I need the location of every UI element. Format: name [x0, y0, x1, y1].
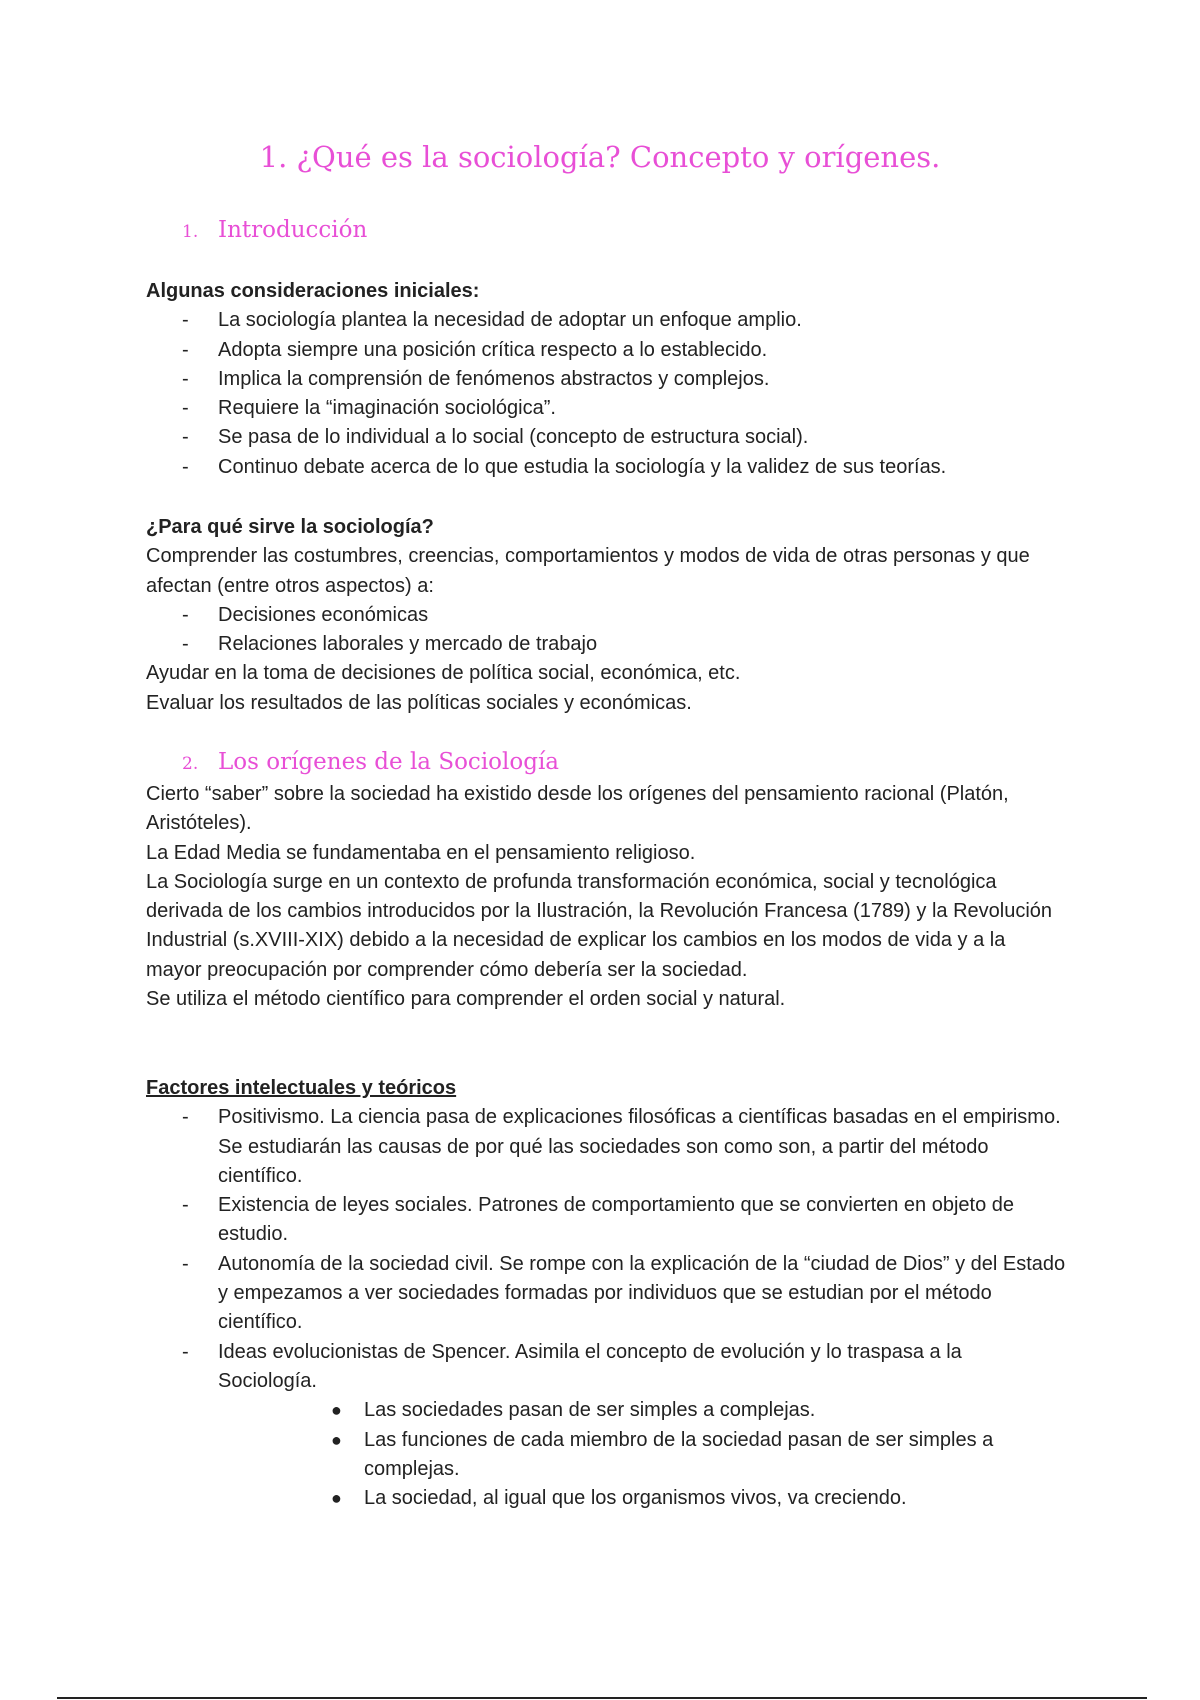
dash-marker: - — [182, 309, 189, 332]
section-heading-introduccion — [182, 217, 367, 243]
list-item — [146, 601, 1066, 630]
list-item-text: Positivismo. La ciencia pasa de explicaciones filosóficas a científicas basadas en el empirismo. Se estudiarán las causas de por qué las sociedades son como son, a partir del método científico. — [218, 1106, 1061, 1187]
sub-list-item-text: La sociedad, al igual que los organismos vivos, va creciendo. — [364, 1487, 907, 1510]
purpose-paragraph: Evaluar los resultados de las políticas sociales y económicas. — [146, 691, 692, 714]
list-item-text: Se pasa de lo individual a lo social (concepto de estructura social). — [218, 426, 809, 449]
list-item — [146, 630, 1066, 659]
document-title: 1. ¿Qué es la sociología? Concepto y orígenes. — [259, 140, 941, 174]
origins-block — [146, 780, 1066, 1014]
sub-list-item — [146, 1426, 1066, 1485]
purpose-paragraph: Comprender las costumbres, creencias, comportamientos y modos de vida de otras personas y que afectan (entre otros aspectos) a: — [146, 545, 1030, 597]
list-item — [146, 1338, 1066, 1397]
section-heading-origenes — [182, 749, 559, 775]
list-item-text: La sociología plantea la necesidad de adoptar un enfoque amplio. — [218, 309, 802, 332]
list-item-text: Implica la comprensión de fenómenos abstractos y complejos. — [218, 367, 770, 390]
list-item — [146, 1103, 1066, 1191]
sub-list-item — [146, 1484, 1066, 1513]
dash-marker: - — [182, 1194, 189, 1217]
considerations-heading: Algunas consideraciones iniciales: — [146, 280, 480, 302]
factors-heading: Factores intelectuales y teóricos — [146, 1077, 457, 1099]
factors-block — [146, 1074, 1066, 1513]
list-item — [146, 306, 1066, 335]
sub-list-item-text: Las funciones de cada miembro de la sociedad pasan de ser simples a complejas. — [364, 1428, 994, 1480]
section-number: 1. — [182, 222, 199, 242]
factors-sublist — [146, 1396, 1066, 1513]
list-item-text: Requiere la “imaginación sociológica”. — [218, 397, 556, 420]
origins-paragraph: La Edad Media se fundamentaba en el pensamiento religioso. — [146, 841, 696, 864]
list-item-text: Decisiones económicas — [218, 603, 429, 626]
list-item-text: Continuo debate acerca de lo que estudia la sociología y la validez de sus teorías. — [218, 455, 947, 478]
dash-marker: - — [182, 397, 189, 420]
list-item-text: Adopta siempre una posición crítica respecto a lo establecido. — [218, 338, 768, 361]
factors-list — [146, 1103, 1066, 1396]
dash-marker: - — [182, 338, 189, 361]
origins-paragraph: Cierto “saber” sobre la sociedad ha existido desde los orígenes del pensamiento racional (Platón, Aristóteles). — [146, 783, 1009, 835]
origins-paragraph: Se utiliza el método científico para comprender el orden social y natural. — [146, 988, 786, 1011]
dash-marker: - — [182, 1340, 189, 1363]
bullet-marker: ● — [331, 1488, 342, 1509]
list-item-text: Ideas evolucionistas de Spencer. Asimila el concepto de evolución y lo traspasa a la Sociología. — [218, 1340, 962, 1392]
dash-marker: - — [182, 603, 189, 626]
purpose-paragraph: Ayudar en la toma de decisiones de política social, económica, etc. — [146, 662, 741, 685]
origins-paragraph: La Sociología surge en un contexto de profunda transformación económica, social y tecnológica derivada de los cambios introducidos por la Ilustración, la Revolución Francesa (1789) y la Revolución Industrial (s.XVIII-XIX) debido a la necesidad de explicar los cambios en los modos de vida y a la mayor preocupación por comprender cómo debería ser la sociedad. — [146, 870, 1053, 981]
list-item — [146, 1250, 1066, 1338]
list-item — [146, 1191, 1066, 1250]
section-title: Los orígenes de la Sociología — [218, 749, 560, 775]
bullet-marker: ● — [331, 1429, 342, 1450]
list-item — [146, 423, 1066, 452]
dash-marker: - — [182, 367, 189, 390]
bullet-marker: ● — [331, 1400, 342, 1421]
dash-marker: - — [182, 455, 189, 478]
dash-marker: - — [182, 1106, 189, 1129]
list-item — [146, 336, 1066, 365]
section-title: Introducción — [218, 217, 368, 243]
considerations-block — [146, 277, 1066, 482]
dash-marker: - — [182, 426, 189, 449]
purpose-list — [146, 601, 1066, 660]
list-item-text: Autonomía de la sociedad civil. Se rompe con la explicación de la “ciudad de Dios” y del Estado y empezamos a ver sociedades formadas por individuos que se estudian por el método científico. — [218, 1252, 1066, 1334]
list-item-text: Existencia de leyes sociales. Patrones de comportamiento que se convierten en objeto de estudio. — [218, 1194, 1015, 1246]
considerations-list — [146, 306, 1066, 482]
section-number: 2. — [182, 754, 199, 774]
dash-marker: - — [182, 1252, 189, 1275]
page-bottom-rule — [57, 1697, 1147, 1699]
list-item — [146, 365, 1066, 394]
list-item — [146, 453, 1066, 482]
sub-list-item-text: Las sociedades pasan de ser simples a complejas. — [364, 1399, 816, 1422]
list-item — [146, 394, 1066, 423]
dash-marker: - — [182, 633, 189, 656]
sub-list-item — [146, 1396, 1066, 1425]
purpose-heading: ¿Para qué sirve la sociología? — [146, 516, 434, 538]
purpose-block — [146, 513, 1066, 718]
list-item-text: Relaciones laborales y mercado de trabajo — [218, 633, 598, 656]
